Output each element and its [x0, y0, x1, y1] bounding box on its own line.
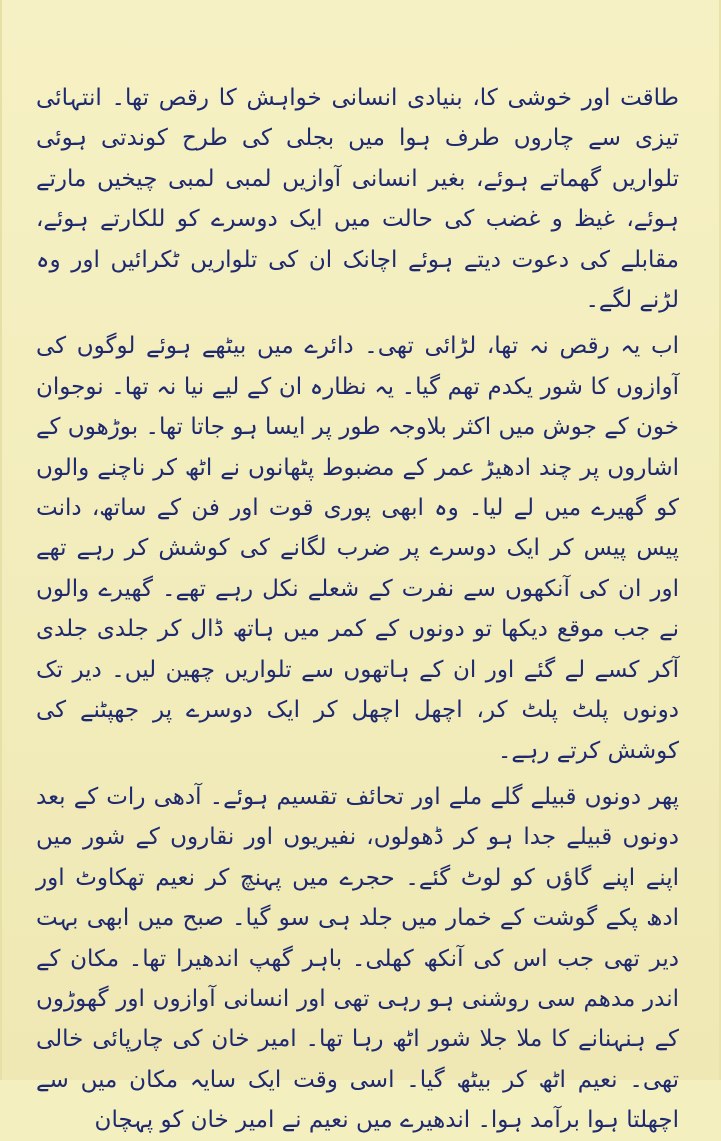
- paragraph-3: پھر دونوں قبیلے گلے ملے اور تحائف تقسیم ہوئے۔ آدھی رات کے بعد دونوں قبیلے جدا ہو کر ڈھولوں، نفیریوں اور نقاروں کے شور میں اپنے اپنے گاؤں کو لوٹ گئے۔ حجرے میں پہنچ کر نعیم تھکاوٹ اور ادھ پکے گوشت کے خمار میں جلد ہی سو گیا۔ صبح میں ابھی بہت دیر تھی جب اس کی آنکھ کھلی۔ باہر گھپ اندھیرا تھا۔ مکان کے اندر مدھم سی روشنی ہو رہی تھی اور انسانی آوازوں اور گھوڑوں کے ہنہنانے کا ملا جلا شور اٹھ رہا تھا۔ امیر خان کی چارپائی خالی تھی۔ نعیم اٹھ کر بیٹھ گیا۔ اسی وقت ایک سایہ مکان میں سے اچھلتا ہوا برآمد ہوا۔ اندھیرے میں نعیم نے امیر خان کو پہچان: [36, 783, 679, 1134]
- page-body-text: [36, 78, 679, 1141]
- paragraph-2: اب یہ رقص نہ تھا، لڑائی تھی۔ دائرے میں بیٹھے ہوئے لوگوں کی آوازوں کا شور یکدم تھم گیا۔ یہ نظارہ ان کے لیے نیا نہ تھا۔ نوجوان خون کے جوش میں اکثر بلاوجہ طور پر ایسا ہو جاتا تھا۔ بوڑھوں کے اشاروں پر چند ادھیڑ عمر کے مضبوط پٹھانوں نے اٹھ کر ناچنے والوں کو گھیرے میں لے لیا۔ وہ ابھی پوری قوت اور فن کے ساتھ، دانت پیس پیس کر ایک دوسرے پر ضرب لگانے کی کوشش کر رہے تھے اور ان کی آنکھوں سے نفرت کے شعلے نکل رہے تھے۔ گھیرے والوں نے جب موقع دیکھا تو دونوں کے کمر میں ہاتھ ڈال کر جلدی جلدی آکر کسے لے گئے اور ان کے ہاتھوں سے تلواریں چھین لیں۔ دیر تک دونوں پلٹ پلٹ کر، اچھل اچھل کر ایک دوسرے پر جھپٹنے کی کوشش کرتے رہے۔: [36, 333, 679, 764]
- paragraph-1: طاقت اور خوشی کا، بنیادی انسانی خواہش کا رقص تھا۔ انتہائی تیزی سے چاروں طرف ہوا میں بجلی کی طرح کوندتی ہوئی تلواریں گھماتے ہوئے، بغیر انسانی آوازیں لمبی لمبی چیخیں مارتے ہوئے، غیظ و غضب کی حالت میں ایک دوسرے کو للکارتے ہوئے، مقابلے کی دعوت دیتے ہوئے اچانک ان کی تلواریں ٹکرائیں اور وہ لڑنے لگے۔: [36, 85, 679, 314]
